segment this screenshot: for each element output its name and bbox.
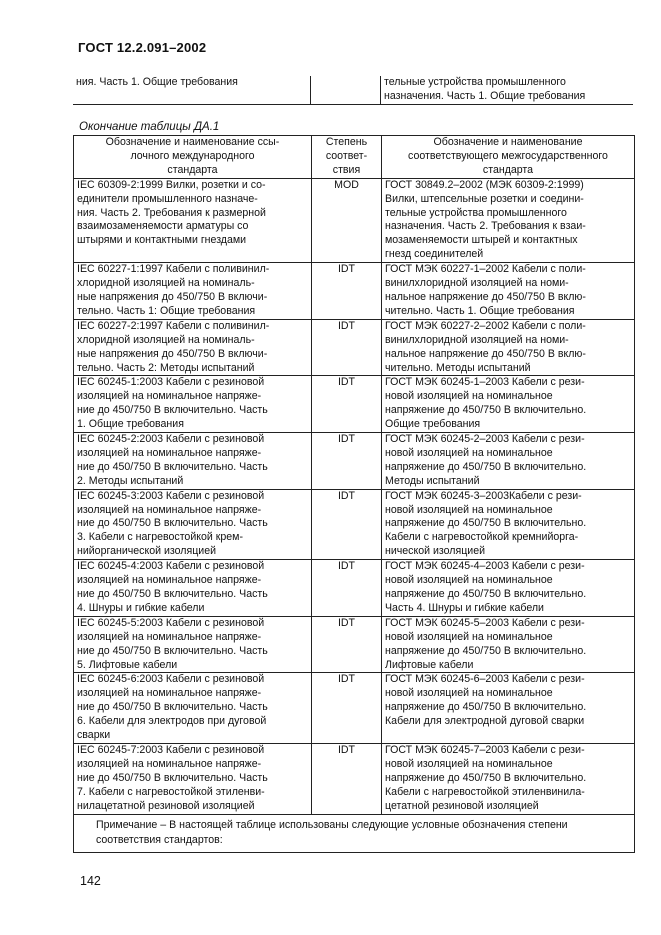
cell-interstate-standard: ГОСТ МЭК 60245-4–2003 Кабели с рези- новой изоляцией на номинальное напряжение до 450/750 В включительно. Часть 4. Шнуры и гибкие кабели — [382, 560, 635, 617]
cell-degree: IDT — [312, 616, 382, 673]
cell-degree: IDT — [312, 319, 382, 376]
cell-degree: IDT — [312, 673, 382, 744]
table-header-row — [74, 136, 635, 179]
table-row — [74, 319, 635, 376]
standards-correspondence-table — [73, 135, 635, 853]
table-row — [74, 263, 635, 320]
page-number: 142 — [80, 874, 101, 888]
cell-interstate-standard: ГОСТ МЭК 60245-3–2003Кабели с рези- новой изоляцией на номинальное напряжение до 450/750 В включительно. Кабели с нагревостойкой кремнийорга- нической изоляцией — [382, 489, 635, 560]
cell-degree: IDT — [312, 489, 382, 560]
cell-degree: IDT — [312, 560, 382, 617]
cell-interstate-standard: ГОСТ МЭК 60227-2–2002 Кабели с поли- винилхлоридной изоляцией на номи- нальное напряжение до 450/750 В вклю- чительно. Методы испытаний — [382, 319, 635, 376]
table-row — [74, 673, 635, 744]
table-row — [74, 376, 635, 433]
cell-intl-standard: IEC 60245-4:2003 Кабели с резиновой изоляцией на номинальное напряже- ние до 450/750 В включительно. Часть 4. Шнуры и гибкие кабели — [74, 560, 312, 617]
continuation-fragment-table — [73, 76, 633, 105]
cell-degree: IDT — [312, 433, 382, 490]
header-intl-standard: Обозначение и наименование ссы- лочного международного стандарта — [74, 136, 312, 179]
page-header-title: ГОСТ 12.2.091–2002 — [78, 40, 207, 55]
cell-intl-standard: IEC 60227-2:1997 Кабели с поливинил- хлоридной изоляцией на номиналь- ные напряжения до 450/750 В включи- тельно. Часть 2: Методы испытаний — [74, 319, 312, 376]
cell-degree: IDT — [312, 376, 382, 433]
table-row — [74, 560, 635, 617]
table-row — [74, 433, 635, 490]
cell-intl-standard: IEC 60245-5:2003 Кабели с резиновой изоляцией на номинальное напряже- ние до 450/750 В включительно. Часть 5. Лифтовые кабели — [74, 616, 312, 673]
table-row — [74, 178, 635, 262]
table-note: Примечание – В настоящей таблице использованы следующие условные обозначения степени соответствия стандартов: — [74, 814, 635, 852]
cell-intl-standard: IEC 60245-7:2003 Кабели с резиновой изоляцией на номинальное напряже- ние до 450/750 В включительно. Часть 7. Кабели с нагревостойкой этиленви- нилацетатной резиновой изоляцией — [74, 743, 312, 814]
cell-intl-standard: IEC 60227-1:1997 Кабели с поливинил- хлоридной изоляцией на номиналь- ные напряжения до 450/750 В включи- тельно. Часть 1: Общие требования — [74, 263, 312, 320]
cell-intl-standard: IEC 60245-6:2003 Кабели с резиновой изоляцией на номинальное напряже- ние до 450/750 В включительно. Часть 6. Кабели для электродов при дуговой сварки — [74, 673, 312, 744]
cell-degree: IDT — [312, 263, 382, 320]
cell-degree: IDT — [312, 743, 382, 814]
cell-interstate-standard: ГОСТ 30849.2–2002 (МЭК 60309-2:1999) Вилки, штепсельные розетки и соедини- тельные устройства промышленного назначения. Часть 2. Требования к взаи- мозаменяемости штырей и контактных гнезд соединителей — [382, 178, 635, 262]
cell-interstate-standard: ГОСТ МЭК 60245-2–2003 Кабели с рези- новой изоляцией на номинальное напряжение до 450/750 В включительно. Методы испытаний — [382, 433, 635, 490]
table-row — [74, 616, 635, 673]
fragment-cell-interstate: тельные устройства промышленного назначения. Часть 1. Общие требования — [381, 76, 634, 104]
cell-interstate-standard: ГОСТ МЭК 60227-1–2002 Кабели с поли- винилхлоридной изоляцией на номи- нальное напряжение до 450/750 В вклю- чительно. Часть 1. Общие требования — [382, 263, 635, 320]
table-row — [74, 743, 635, 814]
cell-intl-standard: IEC 60245-1:2003 Кабели с резиновой изоляцией на номинальное напряже- ние до 450/750 В включительно. Часть 1. Общие требования — [74, 376, 312, 433]
cell-interstate-standard: ГОСТ МЭК 60245-5–2003 Кабели с рези- новой изоляцией на номинальное напряжение до 450/750 В включительно. Лифтовые кабели — [382, 616, 635, 673]
cell-interstate-standard: ГОСТ МЭК 60245-1–2003 Кабели с рези- новой изоляцией на номинальное напряжение до 450/750 В включительно. Общие требования — [382, 376, 635, 433]
table-caption: Окончание таблицы ДА.1 — [79, 121, 220, 133]
cell-degree: MOD — [312, 178, 382, 262]
fragment-cell-degree — [311, 76, 381, 104]
cell-intl-standard: IEC 60245-2:2003 Кабели с резиновой изоляцией на номинальное напряже- ние до 450/750 В включительно. Часть 2. Методы испытаний — [74, 433, 312, 490]
cell-intl-standard: IEC 60245-3:2003 Кабели с резиновой изоляцией на номинальное напряже- ние до 450/750 В включительно. Часть 3. Кабели с нагревостойкой крем- нийорганической изоляцией — [74, 489, 312, 560]
table-row — [74, 489, 635, 560]
cell-interstate-standard: ГОСТ МЭК 60245-6–2003 Кабели с рези- новой изоляцией на номинальное напряжение до 450/750 В включительно. Кабели для электродной дуговой сварки — [382, 673, 635, 744]
header-degree: Степень соответ- ствия — [312, 136, 382, 179]
fragment-cell-intl: ния. Часть 1. Общие требования — [73, 76, 311, 104]
table-row — [73, 76, 633, 104]
table-note-row — [74, 814, 635, 852]
cell-intl-standard: IEC 60309-2:1999 Вилки, розетки и со- единители промышленного назначе- ния. Часть 2. Требования к размерной взаимозаменяемости арматуры со штырями и контактными гнездами — [74, 178, 312, 262]
header-interstate-standard: Обозначение и наименование соответствующего межгосударственного стандарта — [382, 136, 635, 179]
cell-interstate-standard: ГОСТ МЭК 60245-7–2003 Кабели с рези- новой изоляцией на номинальное напряжение до 450/750 В включительно. Кабели с нагревостойкой этиленвинила- цетатной резиновой изоляцией — [382, 743, 635, 814]
